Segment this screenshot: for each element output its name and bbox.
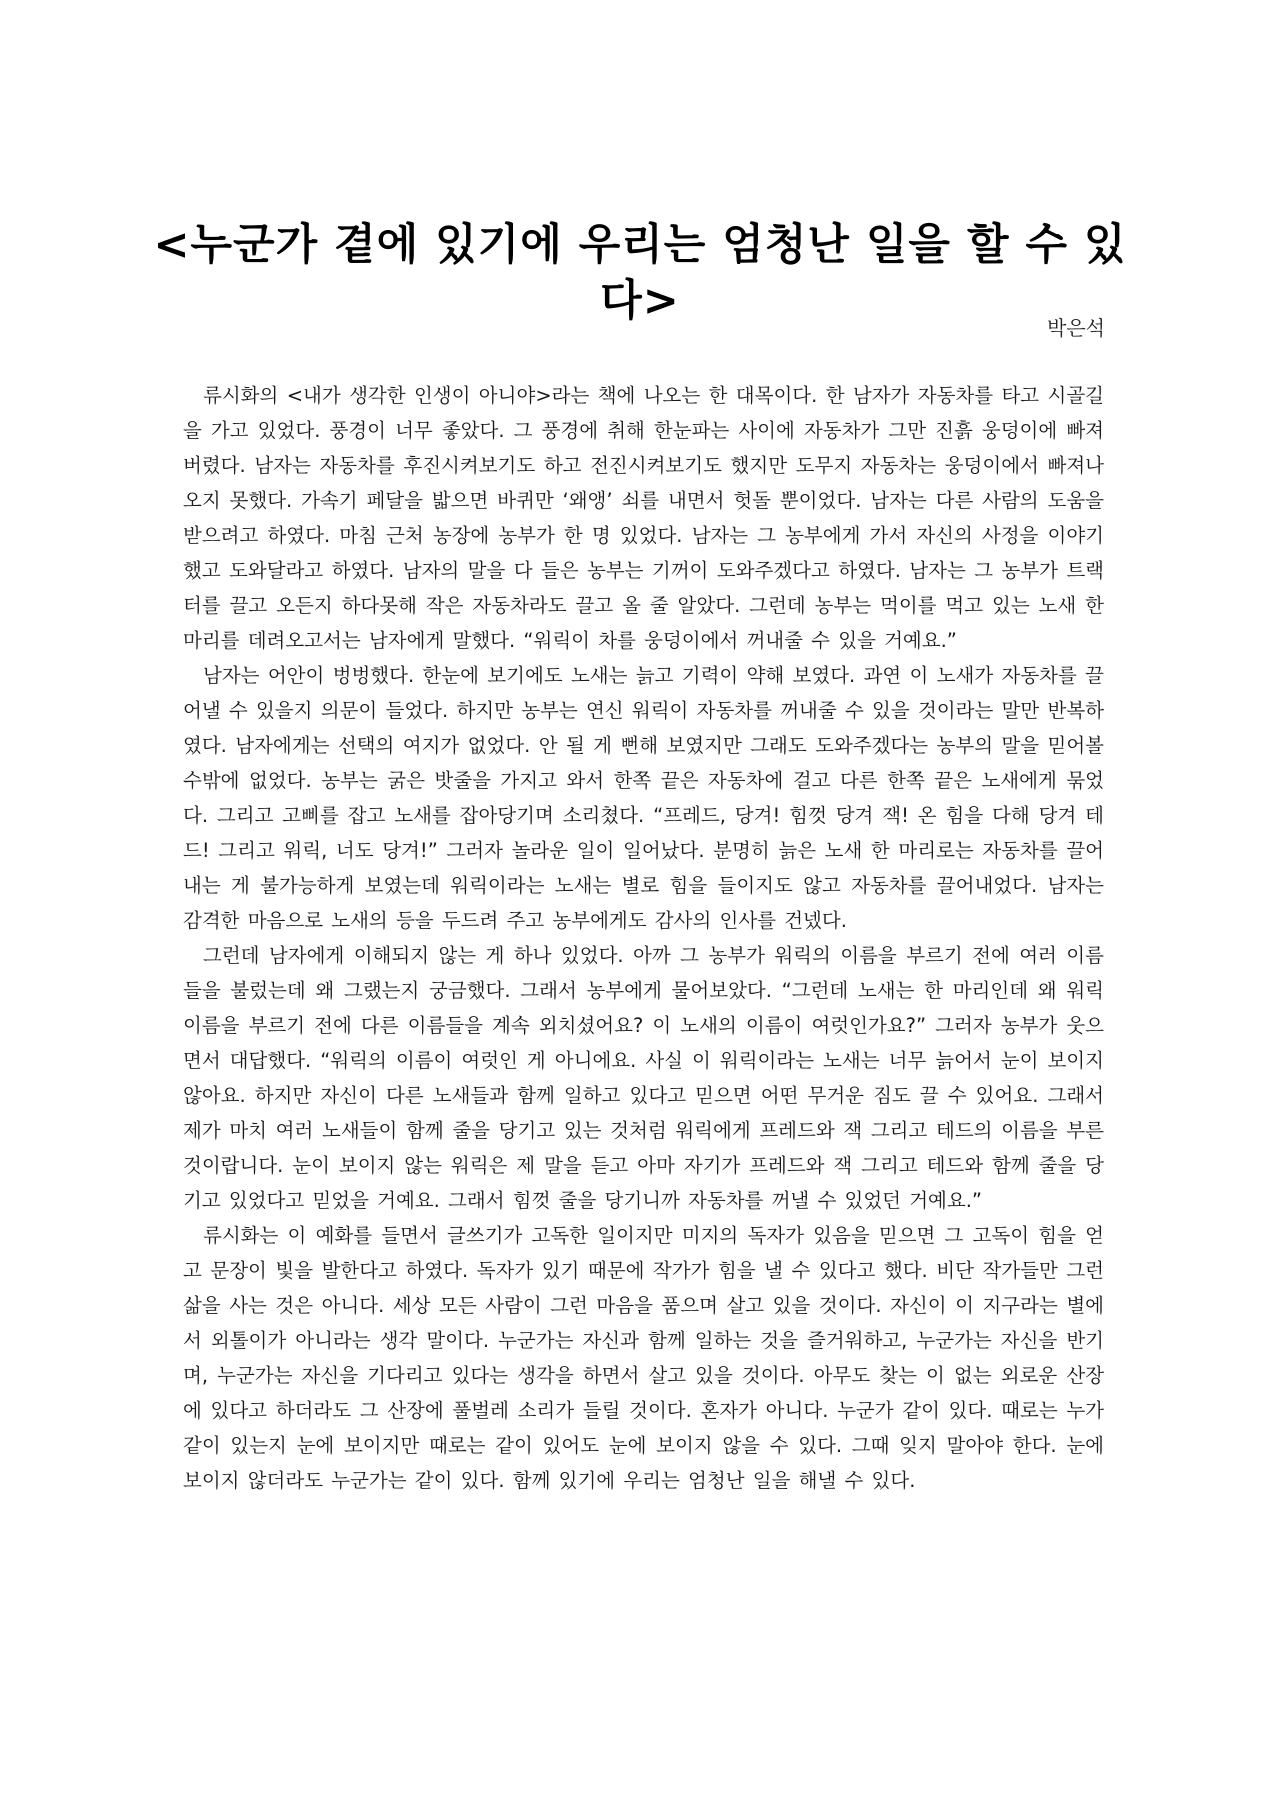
- paragraph: 그런데 남자에게 이해되지 않는 게 하나 있었다. 아까 그 농부가 워릭의 이름을 부르기 전에 여러 이름들을 불렀는데 왜 그랬는지 궁금했다. 그래서 농부에게 물어보았다. “그런데 노새는 한 마리인데 왜 워릭 이름을 부르기 전에 다른 이름들을 계속 외치셨어요? 이 노새의 이름이 여럿인가요?” 그러자 농부가 웃으면서 대답했다. “워릭의 이름이 여럿인 게 아니에요. 사실 이 워릭이라는 노새는 너무 늙어서 눈이 보이지 않아요. 하지만 자신이 다른 노새들과 함께 일하고 있다고 믿으면 어떤 무거운 짐도 끌 수 있어요. 그래서 제가 마치 여러 노새들이 함께 줄을 당기고 있는 것처럼 워릭에게 프레드와 잭 그리고 테드의 이름을 부른 것이랍니다. 눈이 보이지 않는 워릭은 제 말을 듣고 아마 자기가 프레드와 잭 그리고 테드와 함께 줄을 당기고 있었다고 믿었을 거예요. 그래서 힘껏 줄을 당기니까 자동차를 꺼낼 수 있었던 거예요.”: [183, 944, 1104, 1212]
- document-body: [183, 378, 1104, 1498]
- paragraph: 류시화는 이 예화를 들면서 글쓰기가 고독한 일이지만 미지의 독자가 있음을 믿으면 그 고독이 힘을 얻고 문장이 빛을 발한다고 하였다. 독자가 있기 때문에 작가가 힘을 낼 수 있다고 했다. 비단 작가들만 그런 삶을 사는 것은 아니다. 세상 모든 사람이 그런 마음을 품으며 살고 있을 것이다. 자신이 이 지구라는 별에서 외톨이가 아니라는 생각 말이다. 누군가는 자신과 함께 일하는 것을 즐거워하고, 누군가는 자신을 반기며, 누군가는 자신을 기다리고 있다는 생각을 하면서 살고 있을 것이다. 아무도 찾는 이 없는 외로운 산장에 있다고 하더라도 그 산장에 풀벌레 소리가 들릴 것이다. 혼자가 아니다. 누군가 같이 있다. 때로는 누가 같이 있는지 눈에 보이지만 때로는 같이 있어도 눈에 보이지 않을 수 있다. 그때 잊지 말아야 한다. 눈에 보이지 않더라도 누군가는 같이 있다. 함께 있기에 우리는 엄청난 일을 해낼 수 있다.: [183, 1224, 1104, 1492]
- paragraph: 류시화의 <내가 생각한 인생이 아니야>라는 책에 나오는 한 대목이다. 한 남자가 자동차를 타고 시골길을 가고 있었다. 풍경이 너무 좋았다. 그 풍경에 취해 한눈파는 사이에 자동차가 그만 진흙 웅덩이에 빠져버렸다. 남자는 자동차를 후진시켜보기도 하고 전진시켜보기도 했지만 도무지 자동차는 웅덩이에서 빠져나오지 못했다. 가속기 페달을 밟으면 바퀴만 ‘왜앵’ 쇠를 내면서 헛돌 뿐이었다. 남자는 다른 사람의 도움을 받으려고 하였다. 마침 근처 농장에 농부가 한 명 있었다. 남자는 그 농부에게 가서 자신의 사정을 이야기했고 도와달라고 하였다. 남자의 말을 다 들은 농부는 기꺼이 도와주겠다고 하였다. 남자는 그 농부가 트랙터를 끌고 오든지 하다못해 작은 자동차라도 끌고 올 줄 알았다. 그런데 농부는 먹이를 먹고 있는 노새 한 마리를 데려오고서는 남자에게 말했다. “워릭이 차를 웅덩이에서 꺼내줄 수 있을 거예요.”: [183, 384, 1104, 652]
- author-name: 박은석: [1047, 316, 1105, 340]
- paragraph: 남자는 어안이 벙벙했다. 한눈에 보기에도 노새는 늙고 기력이 약해 보였다. 과연 이 노새가 자동차를 끌어낼 수 있을지 의문이 들었다. 하지만 농부는 연신 워릭이 자동차를 꺼내줄 수 있을 것이라는 말만 반복하였다. 남자에게는 선택의 여지가 없었다. 안 될 게 뻔해 보였지만 그래도 도와주겠다는 농부의 말을 믿어볼 수밖에 없었다. 농부는 굵은 밧줄을 가지고 와서 한쪽 끝은 자동차에 걸고 다른 한쪽 끝은 노새에게 묶었다. 그리고 고삐를 잡고 노새를 잡아당기며 소리쳤다. “프레드, 당겨! 힘껏 당겨 잭! 온 힘을 다해 당겨 테드! 그리고 워릭, 너도 당겨!” 그러자 놀라운 일이 일어났다. 분명히 늙은 노새 한 마리로는 자동차를 끌어내는 게 불가능하게 보였는데 워릭이라는 노새는 별로 힘을 들이지도 않고 자동차를 끌어내었다. 남자는 감격한 마음으로 노새의 등을 두드려 주고 농부에게도 감사의 인사를 건넸다.: [183, 664, 1104, 932]
- document-title: <누군가 곁에 있기에 우리는 엄청난 일을 할 수 있다>: [153, 219, 1127, 326]
